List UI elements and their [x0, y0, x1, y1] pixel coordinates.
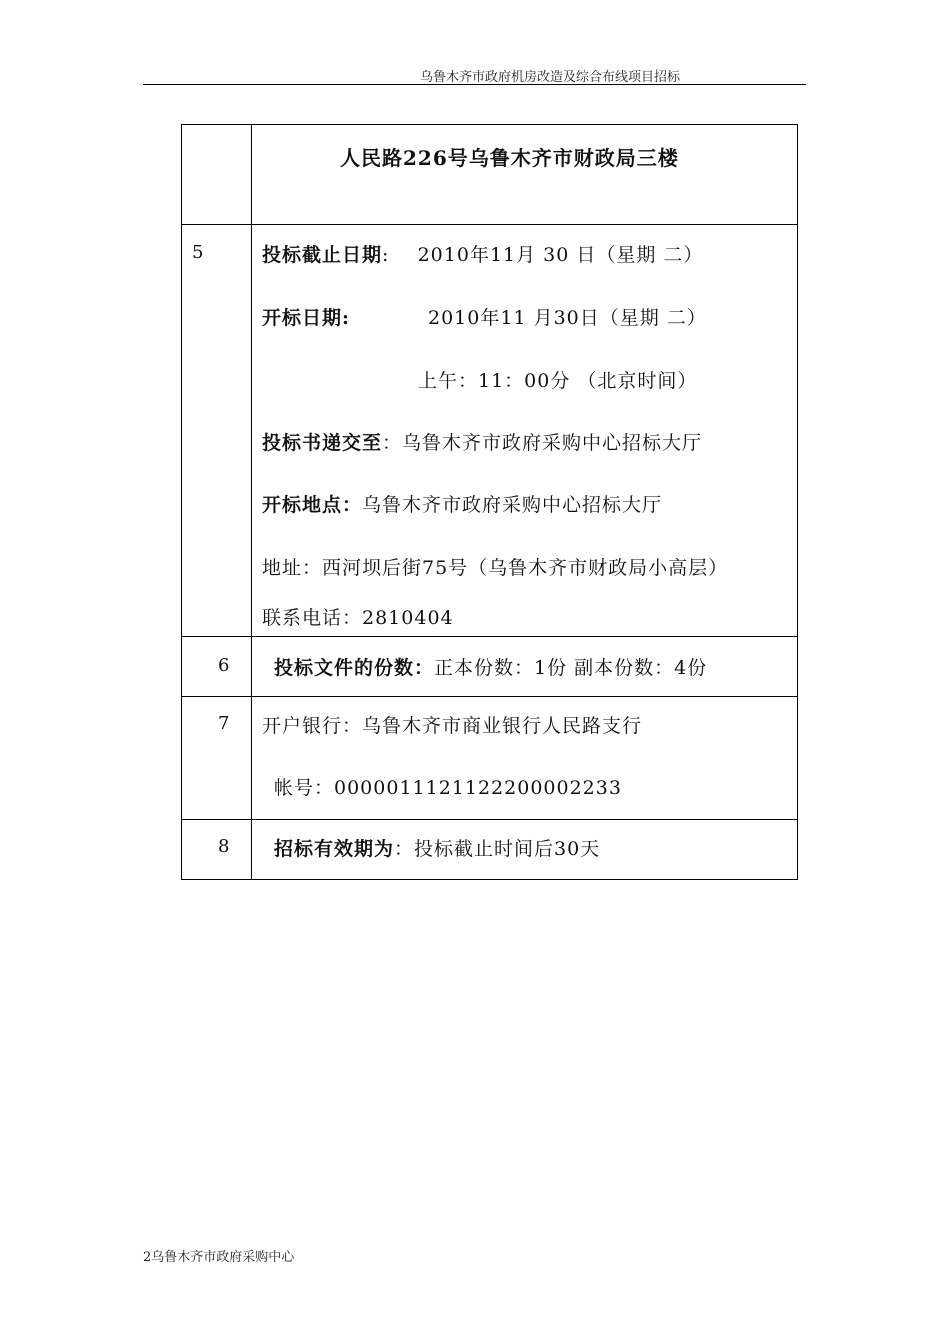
opening-place-line — [262, 490, 662, 517]
table-row — [182, 697, 798, 820]
opening-date-line — [262, 303, 350, 330]
table-row — [182, 820, 798, 880]
table-row — [182, 125, 798, 225]
deadline-colon: : — [382, 244, 390, 266]
copies-value: 正本份数：1份 副本份数：4份 — [434, 657, 708, 679]
row-number-cell — [182, 637, 252, 697]
opening-date-label: 开标日期: — [262, 307, 351, 329]
tender-info-table — [181, 124, 798, 880]
row-number: 5 — [192, 242, 204, 263]
bank-name: 开户银行：乌鲁木齐市商业银行人民路支行 — [262, 715, 643, 737]
deadline-label: 投标截止日期 — [262, 244, 383, 266]
copies-cell — [252, 637, 798, 697]
validity-value: ：投标截止时间后30天 — [394, 838, 601, 860]
copies-line — [274, 653, 707, 680]
deadline-line — [262, 240, 703, 267]
row-number-cell — [182, 125, 252, 225]
table-row — [182, 637, 798, 697]
bank-cell — [252, 697, 798, 820]
page-header-title: 乌鲁木齐市政府机房改造及综合布线项目招标 — [420, 70, 681, 85]
submission-value: ：乌鲁木齐市政府采购中心招标大厅 — [382, 432, 703, 454]
validity-line — [274, 834, 600, 861]
row-number: 8 — [218, 836, 230, 857]
opening-time-value: 上午：11：00分 （北京时间） — [418, 370, 698, 392]
opening-date-value: 2010年11 月30日（星期 二） — [428, 307, 707, 329]
page-footer: 2乌鲁木齐市政府采购中心 — [143, 1250, 295, 1265]
submission-label: 投标书递交至 — [262, 432, 383, 454]
opening-place-value: 乌鲁木齐市政府采购中心招标大厅 — [362, 494, 663, 516]
deadline-value: 2010年11月 30 日（星期 二） — [417, 244, 704, 266]
submission-line — [262, 428, 702, 455]
copies-label: 投标文件的份数： — [274, 657, 435, 679]
row-number-cell — [182, 697, 252, 820]
schedule-cell — [252, 225, 798, 637]
row-number: 7 — [218, 713, 230, 734]
header-rule — [143, 84, 806, 85]
row-number-cell — [182, 820, 252, 880]
validity-label: 招标有效期为 — [274, 838, 395, 860]
validity-cell — [252, 820, 798, 880]
contact-phone: 联系电话：2810404 — [262, 607, 454, 629]
row-number: 6 — [218, 655, 230, 676]
office-address: 人民路226号乌鲁木齐市财政局三楼 — [340, 146, 679, 170]
table-row — [182, 225, 798, 637]
address-cell — [252, 125, 798, 225]
bank-account: 帐号：00000111211222000022​33 — [274, 777, 622, 799]
opening-place-label: 开标地点： — [262, 494, 363, 516]
row-number-cell — [182, 225, 252, 637]
street-address: 地址：西河坝后街75号（乌鲁木齐市财政局小高层） — [262, 557, 729, 579]
